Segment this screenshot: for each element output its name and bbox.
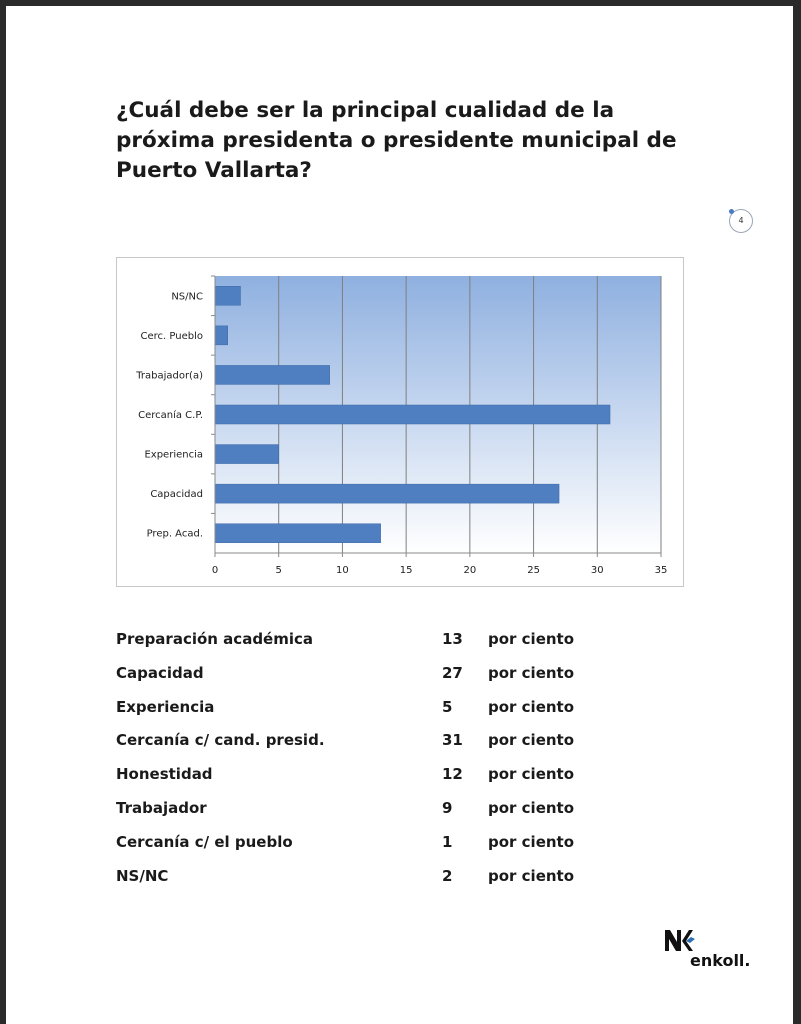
- row-unit: por ciento: [488, 630, 575, 648]
- y-tick-label: Capacidad: [150, 489, 203, 501]
- row-value: 12: [442, 765, 463, 784]
- row-unit: por ciento: [488, 663, 575, 682]
- row-value: 1: [442, 832, 453, 851]
- document-page: [6, 6, 793, 1024]
- y-tick-label: NS/NC: [171, 291, 203, 303]
- table-row: [116, 694, 616, 728]
- y-tick-label: Trabajador(a): [136, 370, 203, 382]
- x-tick-label: 15: [399, 565, 413, 576]
- y-tick-label: Cerc. Pueblo: [140, 330, 203, 342]
- bar-chart: [117, 258, 683, 586]
- chart-frame: [116, 257, 684, 587]
- table-row: [116, 761, 616, 795]
- logo-text: enkoll.: [690, 951, 751, 970]
- x-tick-label: 5: [275, 565, 282, 576]
- row-value: 13: [442, 630, 463, 648]
- page-number: 4: [738, 216, 744, 225]
- x-tick-label: 10: [336, 565, 349, 576]
- bar: [215, 484, 559, 503]
- x-tick-label: 35: [654, 565, 668, 576]
- y-tick-label: Prep. Acad.: [146, 528, 203, 540]
- table-row: [116, 626, 616, 660]
- row-label: Honestidad: [116, 765, 213, 784]
- table-row: [116, 795, 616, 829]
- row-unit: por ciento: [488, 798, 575, 817]
- table-row: [116, 660, 616, 694]
- bar: [215, 326, 228, 345]
- results-table: [116, 626, 616, 896]
- row-label: Cercanía c/ el pueblo: [116, 832, 293, 851]
- row-label: Experiencia: [116, 697, 215, 716]
- row-value: 31: [442, 731, 463, 750]
- bar: [215, 445, 279, 464]
- table-row: [116, 829, 616, 863]
- row-label: NS/NC: [116, 866, 169, 885]
- bar: [215, 286, 240, 305]
- row-unit: por ciento: [488, 731, 575, 750]
- x-tick-label: 0: [211, 565, 219, 576]
- row-unit: por ciento: [488, 866, 575, 885]
- row-label: Preparación académica: [116, 630, 314, 648]
- row-unit: por ciento: [488, 832, 575, 851]
- row-label: Trabajador: [116, 798, 207, 817]
- row-label: Capacidad: [116, 663, 204, 682]
- row-unit: por ciento: [488, 765, 575, 784]
- page-title: ¿Cuál debe ser la principal cualidad de la próxima presidenta o presidente municipal de Puerto Vallarta?: [116, 98, 677, 183]
- x-tick-label: 30: [590, 565, 604, 576]
- row-unit: por ciento: [488, 697, 575, 716]
- bar: [215, 524, 381, 543]
- enkoll-logo: [656, 921, 766, 971]
- row-value: 27: [442, 663, 463, 682]
- row-value: 9: [442, 798, 453, 817]
- bar: [215, 365, 330, 384]
- y-tick-label: Experiencia: [144, 449, 203, 461]
- y-tick-label: Cercanía C.P.: [138, 410, 203, 421]
- row-label: Cercanía c/ cand. presid.: [116, 731, 325, 750]
- row-value: 2: [442, 866, 453, 885]
- table-row: [116, 863, 616, 897]
- bar: [215, 405, 610, 424]
- row-value: 5: [442, 697, 453, 716]
- x-tick-label: 25: [527, 565, 540, 576]
- table-row: [116, 727, 616, 761]
- badge-dot-icon: [729, 209, 734, 214]
- page-number-badge[interactable]: [729, 209, 753, 233]
- x-tick-label: 20: [463, 565, 477, 576]
